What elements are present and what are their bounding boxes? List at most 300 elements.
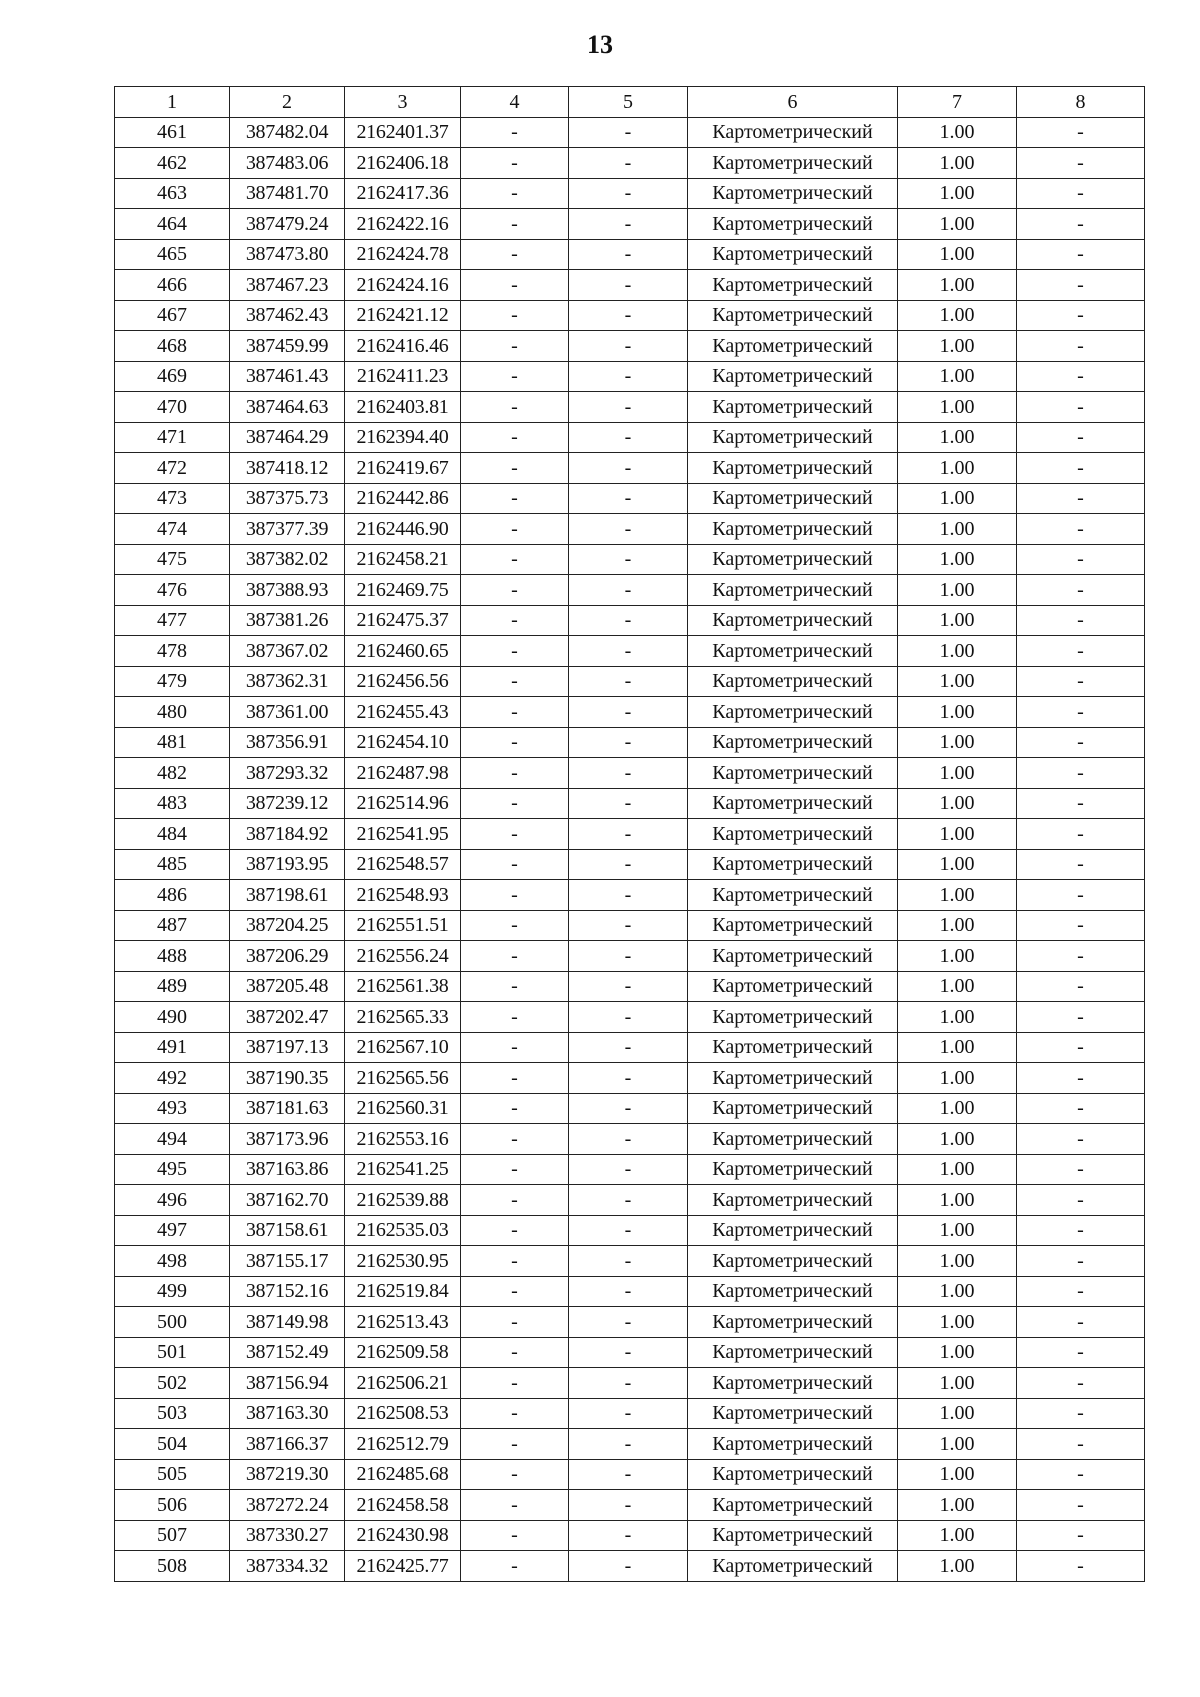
table-cell: - <box>569 849 688 880</box>
table-cell: 1.00 <box>898 361 1017 392</box>
table-row <box>115 300 1145 331</box>
table-row <box>115 941 1145 972</box>
table-cell: 2162424.16 <box>345 270 461 301</box>
table-cell: - <box>461 910 569 941</box>
table-cell: Картометрический <box>688 117 898 148</box>
column-header: 1 <box>115 87 230 118</box>
table-cell: - <box>461 361 569 392</box>
table-row <box>115 1063 1145 1094</box>
table-cell: 387367.02 <box>230 636 345 667</box>
table-cell: - <box>461 575 569 606</box>
table-cell: 2162553.16 <box>345 1124 461 1155</box>
table-cell: 387482.04 <box>230 117 345 148</box>
table-cell: 2162509.58 <box>345 1337 461 1368</box>
table-cell: 1.00 <box>898 819 1017 850</box>
table-cell: - <box>1017 575 1145 606</box>
table-cell: Картометрический <box>688 1063 898 1094</box>
table-cell: 464 <box>115 209 230 240</box>
table-cell: - <box>1017 1093 1145 1124</box>
table-cell: - <box>461 1032 569 1063</box>
table-cell: 2162454.10 <box>345 727 461 758</box>
table-row <box>115 1093 1145 1124</box>
table-row <box>115 1154 1145 1185</box>
table-row <box>115 636 1145 667</box>
column-header: 3 <box>345 87 461 118</box>
table-cell: - <box>461 727 569 758</box>
table-cell: 2162422.16 <box>345 209 461 240</box>
table-cell: 2162469.75 <box>345 575 461 606</box>
table-cell: - <box>461 1154 569 1185</box>
table-cell: 387193.95 <box>230 849 345 880</box>
table-cell: Картометрический <box>688 544 898 575</box>
table-cell: 387462.43 <box>230 300 345 331</box>
table-cell: - <box>1017 1032 1145 1063</box>
table-cell: - <box>1017 1398 1145 1429</box>
table-cell: Картометрический <box>688 422 898 453</box>
table-cell: 2162535.03 <box>345 1215 461 1246</box>
table-cell: 387198.61 <box>230 880 345 911</box>
table-cell: - <box>1017 178 1145 209</box>
table-cell: 2162508.53 <box>345 1398 461 1429</box>
table-cell: 482 <box>115 758 230 789</box>
table-cell: - <box>569 1429 688 1460</box>
table-cell: 2162430.98 <box>345 1520 461 1551</box>
table-cell: 1.00 <box>898 544 1017 575</box>
table-cell: 387156.94 <box>230 1368 345 1399</box>
table-cell: - <box>461 1093 569 1124</box>
table-cell: - <box>461 270 569 301</box>
table-cell: - <box>461 880 569 911</box>
table-cell: 387481.70 <box>230 178 345 209</box>
table-cell: 387464.63 <box>230 392 345 423</box>
table-cell: Картометрический <box>688 361 898 392</box>
table-cell: - <box>461 1398 569 1429</box>
table-cell: - <box>569 1032 688 1063</box>
table-cell: 2162519.84 <box>345 1276 461 1307</box>
table-cell: 476 <box>115 575 230 606</box>
table-cell: 2162424.78 <box>345 239 461 270</box>
table-cell: - <box>569 1551 688 1582</box>
table-row <box>115 849 1145 880</box>
table-cell: - <box>569 636 688 667</box>
table-cell: 1.00 <box>898 453 1017 484</box>
table-cell: - <box>461 117 569 148</box>
table-cell: 1.00 <box>898 209 1017 240</box>
table-cell: - <box>461 422 569 453</box>
table-cell: Картометрический <box>688 453 898 484</box>
table-cell: Картометрический <box>688 758 898 789</box>
table-row <box>115 758 1145 789</box>
table-cell: - <box>1017 1002 1145 1033</box>
table-cell: - <box>569 361 688 392</box>
table-cell: 387206.29 <box>230 941 345 972</box>
table-cell: - <box>461 819 569 850</box>
table-cell: 1.00 <box>898 727 1017 758</box>
table-cell: 387205.48 <box>230 971 345 1002</box>
table-cell: 502 <box>115 1368 230 1399</box>
table-row <box>115 1429 1145 1460</box>
table-cell: 1.00 <box>898 697 1017 728</box>
table-cell: Картометрический <box>688 910 898 941</box>
table-cell: 1.00 <box>898 1124 1017 1155</box>
table-row <box>115 148 1145 179</box>
table-cell: - <box>1017 727 1145 758</box>
table-cell: 387149.98 <box>230 1307 345 1338</box>
column-header: 5 <box>569 87 688 118</box>
table-cell: Картометрический <box>688 148 898 179</box>
table-cell: - <box>1017 666 1145 697</box>
table-cell: 2162512.79 <box>345 1429 461 1460</box>
table-cell: - <box>1017 1368 1145 1399</box>
table-cell: 387152.16 <box>230 1276 345 1307</box>
table-cell: 387418.12 <box>230 453 345 484</box>
table-cell: - <box>569 788 688 819</box>
table-cell: 1.00 <box>898 178 1017 209</box>
table-row <box>115 209 1145 240</box>
table-cell: 495 <box>115 1154 230 1185</box>
table-cell: 387334.32 <box>230 1551 345 1582</box>
table-cell: 2162416.46 <box>345 331 461 362</box>
coordinates-table <box>114 86 1145 1582</box>
table-cell: 2162456.56 <box>345 666 461 697</box>
table-cell: - <box>1017 1337 1145 1368</box>
table-cell: 467 <box>115 300 230 331</box>
table-header-row <box>115 87 1145 118</box>
table-cell: - <box>1017 392 1145 423</box>
table-cell: 1.00 <box>898 1032 1017 1063</box>
table-cell: 475 <box>115 544 230 575</box>
table-cell: - <box>1017 1459 1145 1490</box>
table-cell: 1.00 <box>898 483 1017 514</box>
table-cell: 2162539.88 <box>345 1185 461 1216</box>
table-cell: 387467.23 <box>230 270 345 301</box>
table-cell: 1.00 <box>898 270 1017 301</box>
table-cell: - <box>569 1154 688 1185</box>
table-cell: 489 <box>115 971 230 1002</box>
table-row <box>115 1459 1145 1490</box>
table-row <box>115 392 1145 423</box>
table-cell: - <box>569 544 688 575</box>
table-cell: Картометрический <box>688 1429 898 1460</box>
table-cell: - <box>569 1398 688 1429</box>
table-row <box>115 605 1145 636</box>
table-cell: 387459.99 <box>230 331 345 362</box>
table-row <box>115 1337 1145 1368</box>
table-cell: 1.00 <box>898 666 1017 697</box>
table-cell: - <box>1017 1276 1145 1307</box>
table-cell: - <box>569 666 688 697</box>
table-cell: 387362.31 <box>230 666 345 697</box>
table-cell: 1.00 <box>898 941 1017 972</box>
table-cell: 387293.32 <box>230 758 345 789</box>
table-cell: - <box>461 1246 569 1277</box>
table-cell: 387483.06 <box>230 148 345 179</box>
table-cell: 2162506.21 <box>345 1368 461 1399</box>
table-cell: 2162458.21 <box>345 544 461 575</box>
table-cell: - <box>569 971 688 1002</box>
table-cell: - <box>1017 1124 1145 1155</box>
table-cell: - <box>461 788 569 819</box>
table-cell: - <box>1017 910 1145 941</box>
table-cell: - <box>461 178 569 209</box>
table-cell: 387479.24 <box>230 209 345 240</box>
table-cell: - <box>569 819 688 850</box>
table-cell: 387361.00 <box>230 697 345 728</box>
table-cell: 1.00 <box>898 1520 1017 1551</box>
table-cell: Картометрический <box>688 239 898 270</box>
table-cell: - <box>1017 331 1145 362</box>
table-cell: 496 <box>115 1185 230 1216</box>
table-cell: - <box>569 1368 688 1399</box>
table-cell: 2162513.43 <box>345 1307 461 1338</box>
table-cell: 2162406.18 <box>345 148 461 179</box>
table-cell: - <box>1017 1215 1145 1246</box>
table-cell: 498 <box>115 1246 230 1277</box>
table-cell: - <box>1017 941 1145 972</box>
table-cell: 1.00 <box>898 636 1017 667</box>
table-row <box>115 1276 1145 1307</box>
table-cell: Картометрический <box>688 483 898 514</box>
table-cell: 2162485.68 <box>345 1459 461 1490</box>
table-cell: 1.00 <box>898 880 1017 911</box>
table-cell: 1.00 <box>898 1185 1017 1216</box>
table-cell: 503 <box>115 1398 230 1429</box>
table-cell: 387388.93 <box>230 575 345 606</box>
table-cell: 1.00 <box>898 239 1017 270</box>
table-cell: - <box>1017 544 1145 575</box>
table-cell: 504 <box>115 1429 230 1460</box>
table-cell: - <box>1017 605 1145 636</box>
table-cell: Картометрический <box>688 1154 898 1185</box>
table-cell: - <box>569 1185 688 1216</box>
table-cell: - <box>461 1215 569 1246</box>
table-cell: Картометрический <box>688 1185 898 1216</box>
table-cell: 470 <box>115 392 230 423</box>
table-cell: 479 <box>115 666 230 697</box>
table-cell: 1.00 <box>898 1276 1017 1307</box>
table-cell: 485 <box>115 849 230 880</box>
table-cell: 2162446.90 <box>345 514 461 545</box>
table-row <box>115 1307 1145 1338</box>
table-cell: - <box>461 392 569 423</box>
table-cell: 2162458.58 <box>345 1490 461 1521</box>
table-row <box>115 788 1145 819</box>
table-cell: - <box>461 209 569 240</box>
table-cell: 387375.73 <box>230 483 345 514</box>
table-cell: 1.00 <box>898 1368 1017 1399</box>
table-cell: - <box>461 758 569 789</box>
table-cell: 469 <box>115 361 230 392</box>
table-cell: Картометрический <box>688 392 898 423</box>
table-row <box>115 331 1145 362</box>
table-row <box>115 1551 1145 1582</box>
table-cell: 2162560.31 <box>345 1093 461 1124</box>
table-cell: Картометрический <box>688 300 898 331</box>
table-cell: Картометрический <box>688 1368 898 1399</box>
table-cell: 478 <box>115 636 230 667</box>
column-header: 7 <box>898 87 1017 118</box>
table-row <box>115 1032 1145 1063</box>
table-cell: 492 <box>115 1063 230 1094</box>
table-cell: - <box>569 483 688 514</box>
table-cell: Картометрический <box>688 178 898 209</box>
table-cell: 497 <box>115 1215 230 1246</box>
table-cell: - <box>461 1307 569 1338</box>
table-cell: 1.00 <box>898 605 1017 636</box>
table-cell: 1.00 <box>898 758 1017 789</box>
table-cell: 1.00 <box>898 1063 1017 1094</box>
table-cell: - <box>1017 270 1145 301</box>
table-row <box>115 1124 1145 1155</box>
table-cell: 2162567.10 <box>345 1032 461 1063</box>
table-cell: - <box>1017 117 1145 148</box>
table-cell: - <box>461 971 569 1002</box>
table-cell: 2162425.77 <box>345 1551 461 1582</box>
table-row <box>115 1002 1145 1033</box>
table-cell: 2162403.81 <box>345 392 461 423</box>
table-cell: Картометрический <box>688 1124 898 1155</box>
table-cell: - <box>461 697 569 728</box>
table-cell: - <box>461 1124 569 1155</box>
table-cell: - <box>1017 1490 1145 1521</box>
table-cell: Картометрический <box>688 849 898 880</box>
table-cell: - <box>1017 209 1145 240</box>
table-cell: 2162411.23 <box>345 361 461 392</box>
table-cell: 387204.25 <box>230 910 345 941</box>
table-cell: 1.00 <box>898 1002 1017 1033</box>
table-cell: Картометрический <box>688 514 898 545</box>
table-cell: Картометрический <box>688 605 898 636</box>
table-row <box>115 514 1145 545</box>
table-cell: Картометрический <box>688 697 898 728</box>
table-row <box>115 575 1145 606</box>
table-cell: 468 <box>115 331 230 362</box>
table-row <box>115 544 1145 575</box>
table-cell: 499 <box>115 1276 230 1307</box>
table-cell: Картометрический <box>688 819 898 850</box>
table-cell: - <box>1017 361 1145 392</box>
table-cell: 2162561.38 <box>345 971 461 1002</box>
table-cell: - <box>461 1185 569 1216</box>
table-cell: 2162401.37 <box>345 117 461 148</box>
table-cell: - <box>569 148 688 179</box>
table-cell: Картометрический <box>688 1215 898 1246</box>
table-cell: 387382.02 <box>230 544 345 575</box>
table-cell: 1.00 <box>898 422 1017 453</box>
table-row <box>115 1520 1145 1551</box>
page-number: 13 <box>587 30 613 59</box>
table-cell: Картометрический <box>688 788 898 819</box>
table-cell: Картометрический <box>688 971 898 1002</box>
table-cell: 387464.29 <box>230 422 345 453</box>
table-cell: - <box>569 514 688 545</box>
table-cell: 463 <box>115 178 230 209</box>
table-cell: - <box>461 239 569 270</box>
table-cell: 387239.12 <box>230 788 345 819</box>
table-cell: - <box>1017 788 1145 819</box>
table-cell: - <box>461 849 569 880</box>
table-body <box>115 117 1145 1581</box>
table-cell: - <box>569 1520 688 1551</box>
table-cell: 387381.26 <box>230 605 345 636</box>
table-cell: 493 <box>115 1093 230 1124</box>
table-cell: - <box>461 148 569 179</box>
table-row <box>115 819 1145 850</box>
table-cell: 1.00 <box>898 148 1017 179</box>
table-cell: - <box>1017 971 1145 1002</box>
table-cell: - <box>569 910 688 941</box>
table-cell: - <box>1017 1429 1145 1460</box>
table-row <box>115 361 1145 392</box>
table-cell: Картометрический <box>688 1307 898 1338</box>
table-cell: 1.00 <box>898 1429 1017 1460</box>
table-cell: 1.00 <box>898 300 1017 331</box>
table-cell: - <box>461 453 569 484</box>
table-cell: - <box>569 941 688 972</box>
table-cell: - <box>1017 148 1145 179</box>
table-cell: - <box>569 270 688 301</box>
table-cell: - <box>461 1368 569 1399</box>
table-row <box>115 270 1145 301</box>
table-cell: - <box>569 300 688 331</box>
table-cell: 1.00 <box>898 971 1017 1002</box>
table-cell: - <box>569 1093 688 1124</box>
table-cell: 1.00 <box>898 1551 1017 1582</box>
table-cell: 494 <box>115 1124 230 1155</box>
table-cell: - <box>569 331 688 362</box>
table-cell: - <box>1017 422 1145 453</box>
table-cell: 480 <box>115 697 230 728</box>
table-row <box>115 483 1145 514</box>
table-cell: - <box>1017 1154 1145 1185</box>
table-cell: - <box>1017 300 1145 331</box>
table-cell: - <box>461 1002 569 1033</box>
table-cell: 387202.47 <box>230 1002 345 1033</box>
table-row <box>115 1398 1145 1429</box>
table-cell: 471 <box>115 422 230 453</box>
table-cell: - <box>461 514 569 545</box>
table-cell: 387330.27 <box>230 1520 345 1551</box>
table-cell: Картометрический <box>688 1337 898 1368</box>
table-cell: 466 <box>115 270 230 301</box>
table-cell: - <box>569 453 688 484</box>
table-cell: 2162541.95 <box>345 819 461 850</box>
table-cell: 1.00 <box>898 788 1017 819</box>
table-cell: Картометрический <box>688 209 898 240</box>
table-cell: - <box>461 1063 569 1094</box>
table-cell: 387152.49 <box>230 1337 345 1368</box>
table-cell: - <box>569 117 688 148</box>
table-cell: - <box>461 1551 569 1582</box>
table-row <box>115 971 1145 1002</box>
table-cell: Картометрический <box>688 666 898 697</box>
table-cell: - <box>1017 819 1145 850</box>
table-cell: 1.00 <box>898 1398 1017 1429</box>
table-cell: - <box>461 1429 569 1460</box>
table-cell: 387181.63 <box>230 1093 345 1124</box>
table-cell: - <box>569 1002 688 1033</box>
table-cell: Картометрический <box>688 270 898 301</box>
table-cell: 387163.30 <box>230 1398 345 1429</box>
table-cell: - <box>569 1063 688 1094</box>
table-cell: - <box>461 666 569 697</box>
table-row <box>115 910 1145 941</box>
table-cell: 2162530.95 <box>345 1246 461 1277</box>
table-cell: - <box>1017 1520 1145 1551</box>
table-cell: Картометрический <box>688 331 898 362</box>
table-cell: Картометрический <box>688 880 898 911</box>
table-cell: - <box>569 392 688 423</box>
